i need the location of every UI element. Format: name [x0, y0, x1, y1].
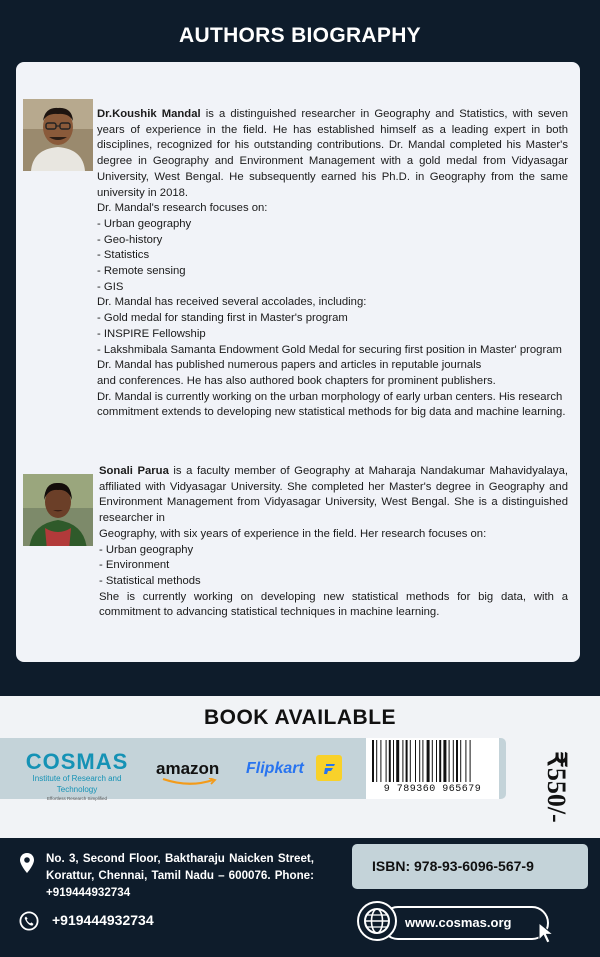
barcode-number: 9 789360 965679 — [383, 784, 482, 795]
cursor-pointer-icon — [538, 922, 556, 944]
list-item: - Lakshmibala Samanta Endowment Gold Medal for securing first position in Master' program — [97, 343, 562, 356]
author-photo-sonali — [23, 474, 93, 546]
author1-research-heading: Dr. Mandal's research focuses on: — [97, 202, 268, 215]
website-link[interactable]: www.cosmas.org — [381, 906, 549, 940]
author1-intro: Dr.Koushik Mandal is a distinguished researcher in Geography and Statistics, with seven years of experience in the field. He has established himself as a leading expert in both disciplines, recognized for his outstanding contributions. Dr. Mandal completed his Master's degree in Geography and Environment Management with a gold medal from Vidyasagar University, West Bengal. He subsequently earned his Ph.D. in Geography from the same university in 2018. — [97, 108, 568, 199]
isbn-text: ISBN: 978-93-6096-567-9 — [372, 858, 534, 874]
phone-icon — [19, 911, 39, 931]
list-item: - Urban geography — [99, 543, 194, 556]
author1-current-work: Dr. Mandal is currently working on the urban morphology of early urban centers. His research commitment extends to developing new statistical methods for big data and machine learning. — [97, 390, 566, 419]
amazon-logo[interactable]: amazon — [156, 759, 220, 778]
globe-icon — [357, 901, 397, 941]
biography-card — [16, 62, 580, 662]
author1-publications: Dr. Mandal has published numerous papers and articles in reputable journals and conferences. He has also authored book chapters for prominent publishers. — [97, 359, 496, 387]
author2-current-work: She is currently working on developing new statistical methods for big data, with a commitment to advancing statistical techniques in machine learning. — [99, 590, 568, 619]
list-item: - Gold medal for standing first in Master's program — [97, 312, 348, 325]
list-item: - Statistics — [97, 249, 150, 262]
amazon-smile-icon — [161, 778, 217, 786]
price-label: ₹550/- — [542, 751, 571, 823]
location-pin-icon — [19, 852, 35, 874]
phone-number[interactable]: +919444932734 — [52, 912, 154, 928]
list-item: - Environment — [99, 559, 170, 572]
author1-name: Dr.Koushik Mandal — [97, 108, 201, 120]
author2-intro: Sonali Parua is a faculty member of Geography at Maharaja Nandakumar Mahavidyalaya, affiliated with Vidyasagar University. She completed her Master's degree in Geography and Environment Management from Vidyasagar University, West Bengal. She is a distinguished researcher in — [99, 465, 568, 525]
cosmas-logo[interactable]: COSMAS Institute of Research and Technology Effortless Research Simplified — [25, 749, 129, 801]
flipkart-logo[interactable]: Flipkart — [246, 760, 304, 777]
page-title: AUTHORS BIOGRAPHY — [179, 24, 421, 47]
publisher-address: No. 3, Second Floor, Baktharaju Naicken Street, Korattur, Chennai, Tamil Nadu – 600076. Phone: +919444932734 — [46, 852, 314, 899]
author2-name: Sonali Parua — [99, 465, 169, 477]
author1-accolades-heading: Dr. Mandal has received several accolades, including: — [97, 296, 367, 309]
list-item: - Geo-history — [97, 233, 163, 246]
author1-bio — [97, 107, 568, 421]
book-available-title: BOOK AVAILABLE — [203, 706, 397, 729]
list-item: - Urban geography — [97, 217, 192, 230]
list-item: - Remote sensing — [97, 265, 186, 278]
list-item: - Statistical methods — [99, 574, 201, 587]
author2-intro-cont: Geography, with six years of experience in the field. Her research focuses on: — [99, 527, 487, 540]
barcode — [366, 738, 499, 799]
list-item: - INSPIRE Fellowship — [97, 327, 206, 340]
author-photo-koushik — [23, 99, 93, 171]
list-item: - GIS — [97, 280, 124, 293]
flipkart-bag-icon — [316, 755, 342, 781]
isbn-box — [352, 844, 588, 889]
author2-bio — [99, 464, 568, 621]
barcode-bars-icon — [366, 738, 499, 784]
